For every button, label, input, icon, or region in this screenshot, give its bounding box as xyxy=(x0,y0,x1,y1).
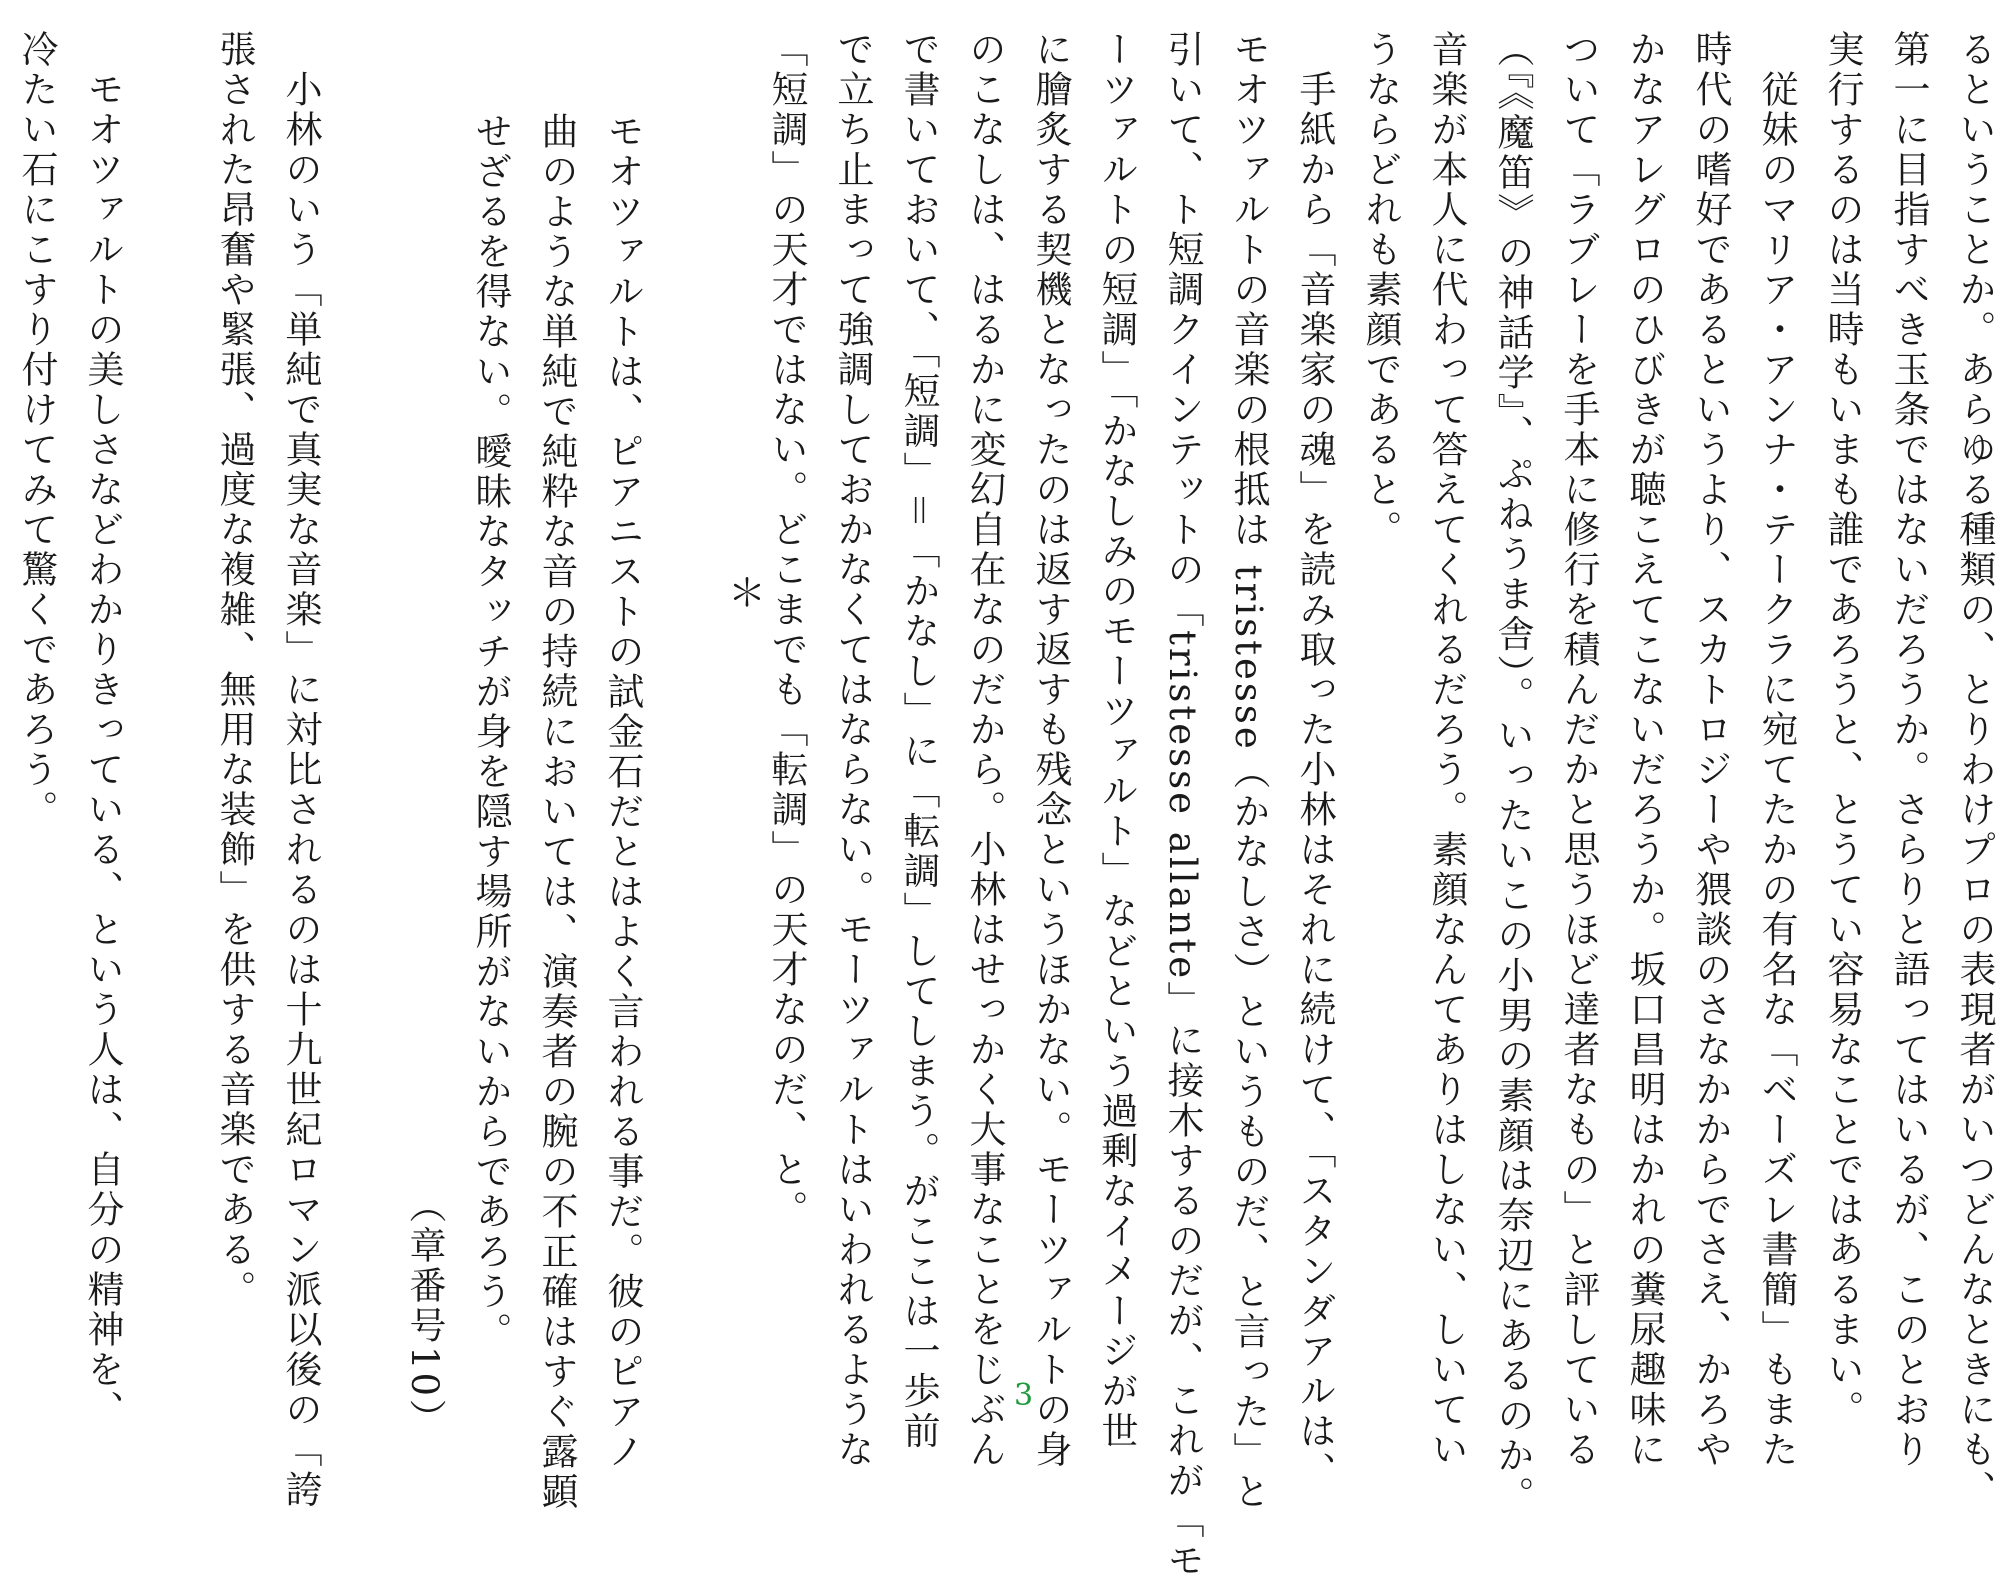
text-column: 冷たい石にこすり付けてみて驚くであろう。 xyxy=(15,30,58,830)
text-column: で書いておいて、「短調」＝「かなし」に「転調」してしまう。がここは一歩前 xyxy=(897,30,940,1452)
text-column: 張された昂奮や緊張、過度な複雑、無用な装飾」を供する音楽である。 xyxy=(213,30,256,1310)
text-column: ーツァルトの短調」「かなしみのモーツァルト」などという過剰なイメージが世 xyxy=(1095,30,1138,1452)
section-divider-asterisk: ＊ xyxy=(728,571,767,615)
text-column: 従妹のマリア・アンナ・テークラに宛てたかの有名な「ベーズレ書簡」もまた xyxy=(1755,30,1798,1470)
text-column: 小林のいう「単純で真実な音楽」に対比されるのは十九世紀ロマン派以後の「誇 xyxy=(279,30,322,1510)
text-column: 実行するのは当時もいまも誰であろうと、とうてい容易なことではあるまい。 xyxy=(1821,30,1864,1430)
text-column: 音楽が本人に代わって答えてくれるだろう。素顔なんてありはしない、しいてい xyxy=(1425,30,1468,1470)
text-column: に膾炙する契機となったのは返す返すも残念というほかない。モーツァルトの身 xyxy=(1029,30,1072,1470)
text-column: モオツァルトの音楽の根抵は tristesse（かなしさ）というものだ、と言った」と xyxy=(1227,30,1270,1512)
text-column: 時代の嗜好であるというより、スカトロジーや猥談のさなかからでさえ、かろや xyxy=(1689,30,1732,1470)
text-column: 「短調」の天才ではない。どこまでも「転調」の天才なのだ、と。 xyxy=(765,30,808,1230)
text-column: ついて「ラブレーを手本に修行を積んだかと思うほど達者なもの」と評している xyxy=(1557,30,1600,1470)
text-column: 第一に目指すべき玉条ではないだろうか。さらりと語ってはいるが、このとおり xyxy=(1887,30,1930,1470)
quote-column: 曲のような単純で純粋な音の持続においては、演奏者の腕の不正確はすぐ露顕 xyxy=(535,112,578,1512)
text-column: モオツァルトの美しさなどわかりきっている、という人は、自分の精神を、 xyxy=(81,30,124,1430)
quote-column: せざるを得ない。曖昧なタッチが身を隠す場所がないからであろう。 xyxy=(469,112,512,1352)
text-column: 手紙から「音楽家の魂」を読み取った小林はそれに続けて、「スタンダアルは、 xyxy=(1293,30,1336,1492)
text-column: うならどれも素顔であると。 xyxy=(1359,30,1402,550)
text-column: かなアレグロのひびきが聴こえてこないだろうか。坂口昌明はかれの糞尿趣味に xyxy=(1623,30,1666,1470)
page-number: 3 xyxy=(1014,1378,1034,1413)
text-column: 引いて、ト短調クインテットの「tristesse allante」に接木するのだが、これが「モ xyxy=(1161,30,1204,1581)
quote-column: モオツァルトは、ピアニストの試金石だとはよく言われる事だ。彼のピアノ xyxy=(601,112,644,1472)
chapter-number-note: （章番号10） xyxy=(403,1186,446,1440)
text-column: （『《魔笛》の神話学』、ぷねうま舎）。いったいこの小男の素顔は奈辺にあるのか。 xyxy=(1491,30,1534,1516)
text-column: で立ち止まって強調しておかなくてはならない。モーツァルトはいわれるような xyxy=(831,30,874,1470)
text-column: のこなしは、はるかに変幻自在なのだから。小林はせっかく大事なことをじぶん xyxy=(963,30,1006,1470)
text-column: るということか。あらゆる種類の、とりわけプロの表現者がいつどんなときにも、 xyxy=(1953,30,1996,1510)
